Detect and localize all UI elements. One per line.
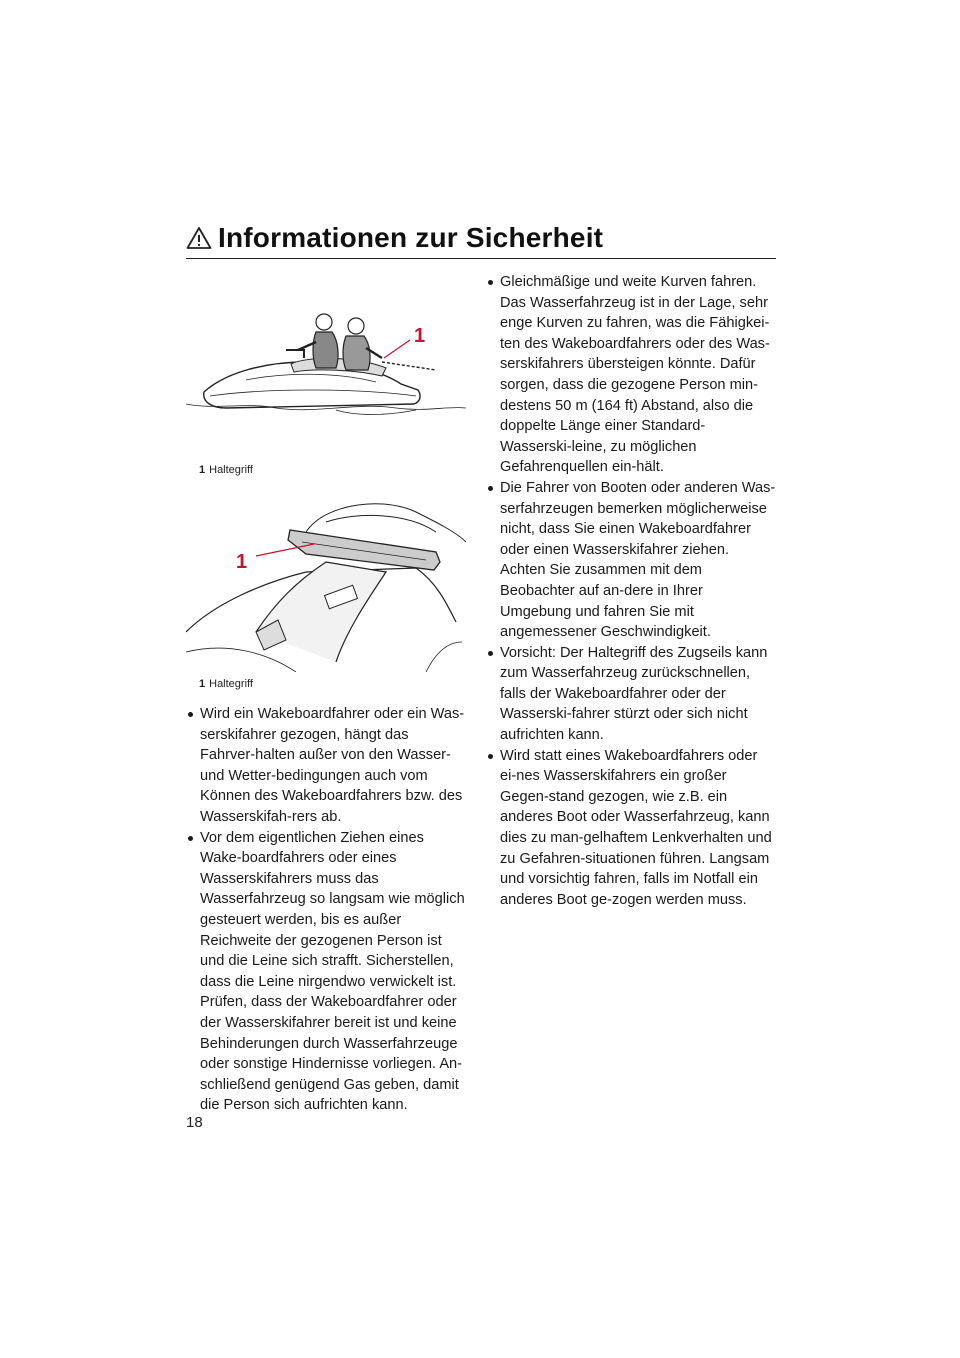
figure-caption	[199, 678, 253, 690]
caption-number: 1	[199, 464, 206, 476]
left-column	[186, 704, 466, 1116]
figure-tow-handle	[186, 492, 466, 672]
figure-watercraft-riders	[186, 292, 466, 442]
bullet-item: Vor dem eigentlichen Ziehen eines Wake-boardfahrers oder eines Wasserskifahrers muss das Wasserfahrzeug so langsam wie möglich gesteuert werden, bis es außer Reichweite der gezogenen Person ist und die Leine sich strafft. Sicherstellen, dass die Leine nirgendwo verwickelt ist.	[186, 828, 466, 993]
callout-number: 1	[414, 325, 426, 347]
watercraft-riders-illustration	[186, 292, 466, 442]
warning-triangle-icon	[186, 226, 212, 250]
tow-handle-illustration	[186, 492, 466, 672]
bullet-item: Gleichmäßige und weite Kurven fahren. Das Wasserfahrzeug ist in der Lage, sehr enge Kurven zu fahren, was die Fähigkei-ten des Wakeboardfahrers oder des Was-serskifahrers übersteigen könnte. Dafür sorgen, dass die gezogene Person min-destens 50 m (164 ft) Abstand, also die doppelte Länge einer Standard-Wasserski-leine, zu möglichen Gefahrenquellen ein-hält.	[486, 272, 776, 478]
bullet-item: Die Fahrer von Booten oder anderen Was-serfahrzeugen bemerken möglicherweise nicht, dass Sie einen Wakeboardfahrer oder einen Wasserskifahrer ziehen. Achten Sie zusammen mit dem Beobachter auf an-dere in Ihrer Umgebung und fahren Sie mit angemessener Geschwindigkeit.	[486, 478, 776, 643]
page-title: Informationen zur Sicherheit	[218, 222, 604, 253]
bullet-item: Vorsicht: Der Haltegriff des Zugseils kann zum Wasserfahrzeug zurückschnellen, falls der Wakeboardfahrer oder der Wasserski-fahrer stürzt oder sich nicht aufrichten kann.	[486, 643, 776, 746]
right-column	[486, 272, 776, 910]
page-number: 18	[186, 1114, 203, 1131]
page-header	[186, 222, 776, 259]
caption-number: 1	[199, 678, 206, 690]
figure-caption	[199, 464, 253, 476]
paragraph: Prüfen, dass der Wakeboardfahrer oder der Wasserskifahrer bereit ist und keine Behinderungen durch Wasserfahrzeuge oder sonstige Hindernisse vorliegen. An-schließend genügend Gas geben, damit die Person sich aufrichten kann.	[200, 994, 463, 1114]
bullet-item: Wird statt eines Wakeboardfahrers oder ei-nes Wasserskifahrers ein großer Gegen-stand gezogen, wie z.B. ein anderes Boot oder Wasserfahrzeug, kann dies zu man-gelhaftem Lenkverhalten und zu Gefahren-situationen führen. Langsam und vorsichtig fahren, falls im Notfall ein anderes Boot ge-zogen werden muss.	[486, 746, 776, 911]
caption-text: Haltegriff	[209, 678, 253, 690]
bullet-item: Wird ein Wakeboardfahrer oder ein Was-serskifahrer gezogen, hängt das Fahrver-halten außer von den Wasser- und Wetter-bedingungen auch vom Können des Wakeboardfahrers bzw. des Wasserskifah-rers ab.	[186, 704, 466, 828]
caption-text: Haltegriff	[209, 464, 253, 476]
callout-leader	[384, 340, 410, 358]
callout-number: 1	[236, 551, 248, 573]
